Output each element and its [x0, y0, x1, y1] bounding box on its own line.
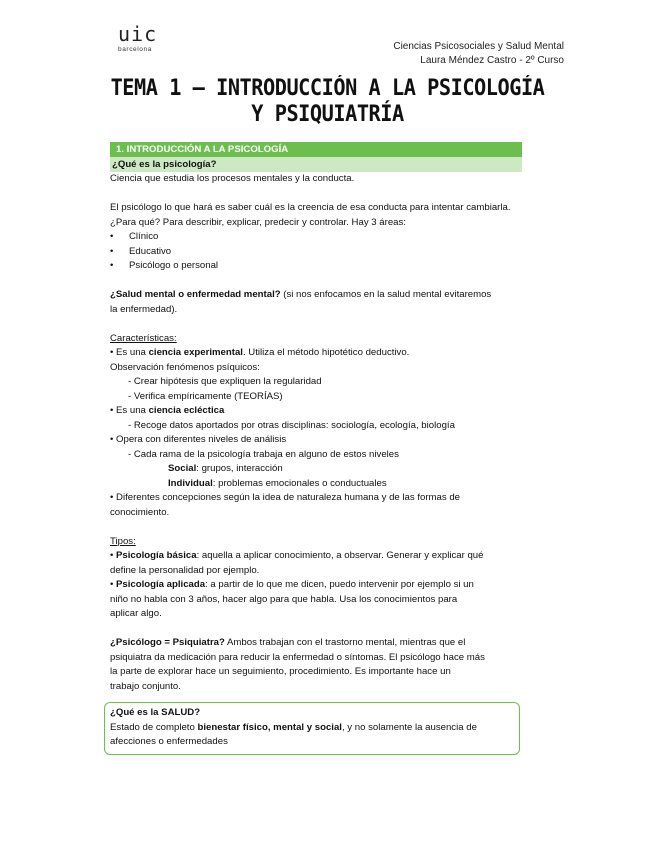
paragraph-psicologo: El psicólogo lo que hará es saber cuál es la creencia de esa conducta para intentar cambiarla. — [110, 202, 511, 213]
sub-item: - Cada rama de la psicología trabaja en alguno de estos niveles — [128, 448, 399, 460]
salud-definition-box — [104, 702, 520, 755]
salud-question-text: (si nos enfocamos en la salud mental evitaremos — [280, 289, 492, 300]
list-item: • Educativo — [110, 245, 522, 260]
caracteristica-3: • Opera con diferentes niveles de análisis — [110, 434, 287, 445]
salud-question — [110, 288, 522, 303]
logo-mark: uic — [118, 22, 158, 46]
uic-logo — [118, 24, 170, 60]
psicologo-psiquiatra — [110, 636, 522, 651]
caracteristica-4-cont: conocimiento. — [110, 506, 170, 518]
bullet-prefix: • — [110, 550, 117, 561]
nivel-social-text: : grupos, interacción — [196, 463, 283, 474]
tipo-aplicada-text: : a partir de lo que me dicen, puedo intervenir por ejemplo si un — [205, 579, 474, 590]
page-header — [393, 40, 564, 68]
bullet-prefix: • Es una — [110, 347, 149, 358]
paragraph-para-que: ¿Para qué? Para describir, explicar, predecir y controlar. Hay 3 áreas: — [110, 216, 406, 228]
page-title — [26, 76, 629, 128]
tipo-basica-cont: define la personalidad por ejemplo. — [110, 564, 260, 576]
psicologo-psiquiatra-text: Ambos trabajan con el trastorno mental, mientras que el — [224, 637, 466, 648]
areas-list — [110, 230, 522, 274]
title-line-2: Y PSIQUIATRÍA — [251, 102, 404, 127]
box-text-pre: Estado de completo — [110, 721, 198, 733]
caracteristica-2-bold: ciencia ecléctica — [148, 405, 225, 416]
psicologo-psiquiatra-cont: la parte de explorar hace un seguimiento, procedimiento. Es importante hace un — [110, 666, 451, 677]
nivel-individual — [110, 477, 522, 492]
course-name: Ciencias Psicosociales y Salud Mental — [393, 41, 564, 52]
tipos-title: Tipos: — [110, 535, 136, 547]
nivel-social — [110, 462, 522, 477]
observacion-line: Observación fenómenos psíquicos: — [110, 361, 260, 373]
psicologo-psiquiatra-cont: psiquiatra da medicación para reducir la enfermedad o síntomas. El psicólogo hace más — [110, 651, 485, 663]
psicologo-psiquiatra-cont: trabajo conjunto. — [110, 680, 181, 692]
sub-item: - Crear hipótesis que expliquen la regularidad — [128, 376, 322, 387]
logo-subtitle: barcelona — [118, 46, 152, 53]
nivel-individual-bold: Individual — [168, 477, 213, 489]
box-text — [110, 721, 514, 736]
bullet-prefix: • — [110, 579, 117, 590]
tipo-aplicada — [110, 578, 522, 593]
salud-question-bold: ¿Salud mental o enfermedad mental? — [110, 289, 281, 300]
author-line: Laura Méndez Castro - 2º Curso — [420, 55, 564, 66]
box-title-text: ¿Qué es la SALUD? — [110, 707, 201, 718]
main-content — [110, 142, 522, 755]
caracteristica-1 — [110, 346, 522, 361]
title-line-1: TEMA 1 – INTRODUCCIÓN A LA PSICOLOGÍA — [110, 76, 545, 101]
sub-item: - Recoge datos aportados por otras disciplinas: sociología, ecología, biología — [128, 419, 455, 431]
box-text-cont: afecciones o enfermedades — [110, 736, 228, 747]
section-heading: 1. INTRODUCCIÓN A LA PSICOLOGÍA — [110, 142, 522, 157]
subsection-heading: ¿Qué es la psicología? — [110, 157, 522, 172]
box-text-bold: bienestar físico, mental y social — [197, 721, 342, 733]
salud-question-cont: la enfermedad). — [110, 303, 178, 315]
nivel-social-bold: Social — [168, 463, 197, 474]
caracteristica-2 — [110, 404, 522, 419]
tipo-basica-text: : aquella a aplicar conocimiento, a observar. Generar y explicar qué — [196, 550, 484, 561]
psicologo-psiquiatra-bold: ¿Psicólogo = Psiquiatra? — [110, 637, 225, 648]
box-text-post: , y no solamente la ausencia de — [341, 721, 477, 733]
tipo-aplicada-bold: Psicología aplicada — [116, 579, 206, 590]
tipo-aplicada-cont: niño no habla con 3 años, hacer algo para que habla. Usa los conocimientos para — [110, 593, 458, 605]
caracteristica-4: • Diferentes concepciones según la idea de naturaleza humana y de las formas de — [110, 492, 461, 503]
caracteristicas-title: Características: — [110, 332, 177, 344]
list-item: • Clínico — [110, 230, 522, 245]
list-item: • Psicólogo o personal — [110, 259, 522, 274]
nivel-individual-text: : problemas emocionales o conductuales — [212, 477, 387, 489]
caracteristica-1-bold: ciencia experimental — [148, 347, 243, 358]
caracteristica-1-text: . Utiliza el método hipotético deductivo. — [242, 347, 410, 358]
box-title — [110, 706, 514, 721]
definition: Ciencia que estudia los procesos mentales y la conducta. — [110, 173, 355, 184]
tipo-basica — [110, 549, 522, 564]
tipo-basica-bold: Psicología básica — [116, 550, 197, 561]
bullet-prefix: • Es una — [110, 405, 149, 416]
sub-item: - Verifica empíricamente (TEORÍAS) — [128, 390, 283, 402]
tipo-aplicada-cont: aplicar algo. — [110, 608, 162, 619]
